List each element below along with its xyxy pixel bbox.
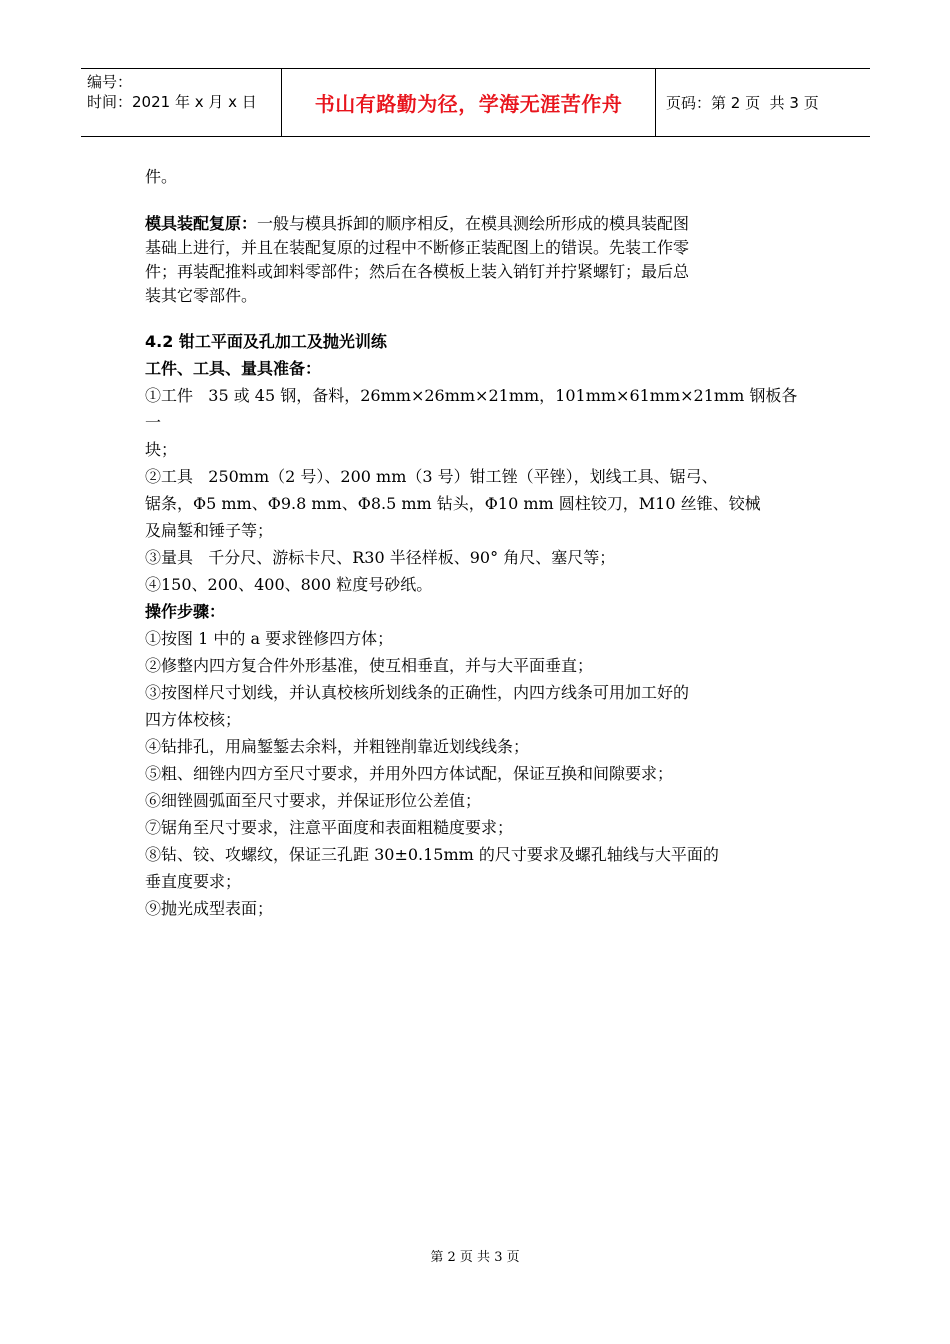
- prep-heading: 工件、工具、量具准备：: [145, 359, 322, 378]
- prep-item: ③量具 千分尺、游标卡尺、R30 半径样板、90° 角尺、塞尺等；: [145, 548, 616, 567]
- assembly-text-line: 装其它零部件。: [145, 286, 258, 305]
- steps-list: [145, 625, 810, 922]
- serial-label: 编号：: [87, 73, 133, 91]
- prep-item: 块；: [145, 440, 178, 459]
- step-item: 垂直度要求；: [145, 872, 242, 891]
- step-item: ⑦锯角至尺寸要求，注意平面度和表面粗糙度要求；: [145, 818, 514, 837]
- prep-item: ④150、200、400、800 粒度号砂纸。: [145, 575, 433, 594]
- time-label: 时间：2021 年 x 月 x 日: [87, 93, 257, 111]
- page-header: [81, 68, 870, 137]
- step-item: ⑤粗、细锉内四方至尺寸要求，并用外四方体试配，保证互换和间隙要求；: [145, 764, 674, 783]
- step-item: ②修整内四方复合件外形基准，使互相垂直，并与大平面垂直；: [145, 656, 594, 675]
- assembly-text-line: 件；再装配推料或卸料零部件；然后在各模板上装入销钉并拧紧螺钉；最后总: [145, 262, 690, 281]
- steps-heading: 操作步骤：: [145, 602, 226, 621]
- assembly-heading: 模具装配复原：: [145, 214, 258, 233]
- assembly-text-line: 基础上进行，并且在装配复原的过程中不断修正装配图上的错误。先装工作零: [145, 238, 690, 257]
- header-page-info: 页码：第 2 页 共 3 页: [666, 94, 819, 112]
- header-meta: [81, 69, 282, 136]
- section-title: 4.2 钳工平面及孔加工及抛光训练: [145, 332, 387, 351]
- step-item: ④钻排孔，用扁錾錾去余料，并粗锉削靠近划线线条；: [145, 737, 530, 756]
- step-item: ⑧钻、铰、攻螺纹，保证三孔距 30±0.15mm 的尺寸要求及螺孔轴线与大平面的: [145, 845, 719, 864]
- document-body: [145, 163, 810, 922]
- step-item: ①按图 1 中的 a 要求锉修四方体；: [145, 629, 394, 648]
- prep-item: 锯条，Φ5 mm、Φ9.8 mm、Φ8.5 mm 钻头，Φ10 mm 圆柱铰刀，M10 丝锥、铰械: [145, 494, 761, 513]
- header-motto: 书山有路勤为径，学海无涯苦作舟: [282, 69, 656, 136]
- step-item: ③按图样尺寸划线，并认真校核所划线条的正确性，内四方线条可用加工好的: [145, 683, 690, 702]
- prep-item: ①工件 35 或 45 钢，备料，26mm×26mm×21mm，101mm×61mm×21mm 钢板各一: [145, 386, 798, 432]
- step-item: ⑥细锉圆弧面至尺寸要求，并保证形位公差值；: [145, 791, 482, 810]
- prep-item: 及扁錾和锤子等；: [145, 521, 274, 540]
- page-footer: 第 2 页 共 3 页: [430, 1250, 520, 1265]
- continued-line: 件。: [145, 167, 178, 186]
- prep-item: ②工具 250mm（2 号）、200 mm（3 号）钳工锉（平锉），划线工具、锯弓、: [145, 467, 718, 486]
- step-item: 四方体校核；: [145, 710, 242, 729]
- step-item: ⑨抛光成型表面；: [145, 899, 274, 918]
- assembly-text-line: 一般与模具拆卸的顺序相反，在模具测绘所形成的模具装配图: [257, 214, 690, 233]
- prep-list: [145, 382, 810, 598]
- assembly-paragraph: [145, 212, 810, 308]
